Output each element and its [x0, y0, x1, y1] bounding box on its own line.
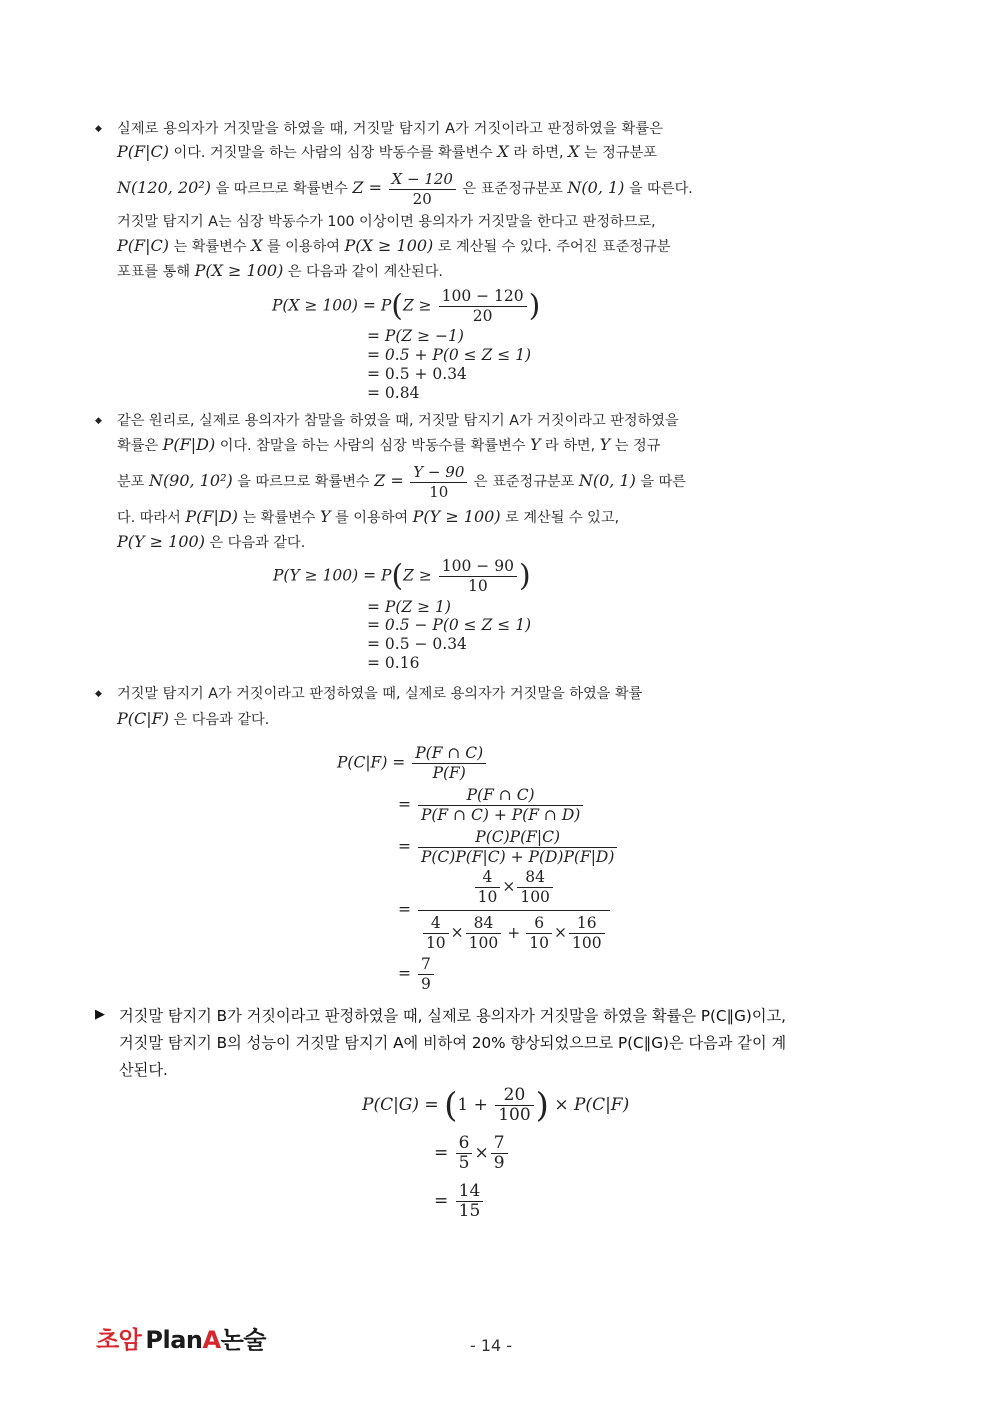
- var-x-3: X: [251, 236, 263, 255]
- s4-frac2a: [456, 1134, 473, 1173]
- s1-line2-mid: 라 하면,: [513, 145, 564, 161]
- s4-eq1: P(C|G) = (1 + $\frac{20}{100}$ ) × P(C|F): [362, 1085, 630, 1126]
- s3-frac2-num: P(F ∩ C): [418, 786, 583, 806]
- s4-frac2b-den: 9: [493, 1153, 505, 1173]
- s1-line2-text: 이다. 거짓말을 하는 사람의 심장 박동수를 확률변수: [173, 145, 493, 161]
- brand-logo: [96, 1320, 266, 1355]
- s1-line3-c: 을 따른다.: [628, 181, 693, 197]
- z-def-2: Z =: [374, 471, 404, 490]
- bullet-3: ◆: [95, 689, 102, 699]
- var-y: Y: [529, 435, 541, 454]
- s1-eq5: = 0.84: [367, 384, 420, 402]
- s3-line1: 거짓말 탐지기 A가 거짓이라고 판정하였을 때, 실제로 용의자가 거짓말을 하였을 확률: [117, 686, 643, 702]
- s3-times-2: ×: [450, 923, 464, 942]
- dist-n-90: N(90, 10²): [148, 471, 233, 490]
- s2-line3-b: 을 따르므로 확률변수: [237, 474, 370, 490]
- s1-line1: 실제로 용의자가 거짓말을 하였을 때, 거짓말 탐지기 A가 거짓이라고 판정하였을 확률은: [117, 121, 664, 137]
- s3-frac1-den: P(F): [432, 764, 466, 782]
- s2-line3-d: 을 따른: [640, 474, 687, 490]
- s2-eq1-frac: [439, 557, 517, 596]
- s3-frac4-den: [418, 911, 610, 953]
- s2-eq2: = P(Z ≥ 1): [367, 598, 451, 616]
- s3-frac4-num: [418, 868, 610, 911]
- prob-f-given-c: P(F|C): [117, 142, 169, 161]
- z-def: Z =: [352, 178, 382, 197]
- s2-line4-c: 를 이용하여: [335, 510, 409, 526]
- prob-x-ge-100: P(X ≥ 100): [344, 236, 434, 255]
- s1-eq2: = P(Z ≥ −1): [367, 327, 464, 345]
- s2-line3-c: 은 표준정규분포: [473, 474, 575, 490]
- s1-line2: [117, 141, 657, 164]
- s1-eq3: = 0.5 + P(0 ≤ Z ≤ 1): [367, 346, 532, 364]
- s3-frac5-den: 9: [420, 975, 431, 993]
- logo-part-1: 초암: [96, 1326, 142, 1354]
- s3-f4c: [423, 914, 449, 953]
- s3-f4e: [526, 914, 552, 953]
- s2-eq4: = 0.5 − 0.34: [367, 635, 467, 653]
- s3-frac5: [418, 955, 434, 994]
- dist-n-120: N(120, 20²): [117, 178, 211, 197]
- s3-frac3: [418, 828, 617, 867]
- var-y-3: Y: [320, 507, 331, 526]
- s4-line3: 산된다.: [119, 1061, 168, 1079]
- s4-eq1-one: 1 +: [457, 1095, 488, 1115]
- s2-eq1: P(Y ≥ 100) = P(Z ≥ $\frac{100 - 90}{10}$ ): [273, 557, 531, 595]
- s1-eq1-z: Z ≥: [402, 296, 432, 315]
- s3-f4b: [517, 868, 553, 907]
- s3-eq3-eq: =: [398, 837, 411, 856]
- s1-eq1-frac: [439, 287, 527, 326]
- s3-f4f-den: 100: [572, 934, 602, 952]
- s3-f4c-den: 10: [425, 934, 446, 952]
- bullet-2: ◆: [95, 416, 102, 426]
- s2-line4: [117, 506, 619, 529]
- s3-f4f: [569, 914, 605, 953]
- s2-eq1-num: 100 − 90: [439, 557, 517, 577]
- s3-f4c-num: 4: [423, 914, 449, 934]
- s2-eq5: = 0.16: [367, 654, 420, 672]
- s2-line3-a: 분포: [117, 474, 145, 490]
- s1-eq1-num: 100 − 120: [439, 287, 527, 307]
- s3-line2-a: 은 다음과 같다.: [173, 712, 270, 728]
- s2-line2-c: 라 하면,: [545, 438, 596, 454]
- s3-f4b-den: 100: [520, 888, 550, 906]
- prob-y-ge-100: P(Y ≥ 100): [412, 507, 501, 526]
- bullet-1: ◆: [95, 124, 102, 134]
- prob-y-ge-100-2: P(Y ≥ 100): [117, 532, 205, 551]
- s3-f4b-num: 84: [517, 868, 553, 888]
- s1-line5-c: 로 계산될 수 있다. 주어진 표준정규분: [437, 239, 671, 255]
- s1-eq1-lhs: P(X ≥ 100) = P: [272, 296, 392, 315]
- s1-line3-a: 을 따르므로 확률변수: [215, 181, 348, 197]
- s1-line5-a: 는 확률변수: [173, 239, 247, 255]
- s3-frac4: [418, 868, 610, 953]
- s3-f4a-num: 4: [475, 868, 501, 888]
- s4-line2: 거짓말 탐지기 B의 성능이 거짓말 탐지기 A에 비하여 20% 향상되었으므로 P(C∥G)은 다음과 같이 계: [119, 1034, 787, 1052]
- s3-eq2: [398, 786, 585, 825]
- s3-eq5: [398, 955, 436, 994]
- s3-f4a: [475, 868, 501, 907]
- prob-f-given-c-2: P(F|C): [117, 236, 169, 255]
- s1-line5-b: 를 이용하여: [266, 239, 341, 255]
- s4-frac2b: [491, 1134, 508, 1173]
- s4-frac2b-num: 7: [491, 1134, 508, 1154]
- prob-f-given-d: P(F|D): [162, 435, 216, 454]
- s3-eq1: [337, 744, 488, 783]
- s4-eq1-lhs: P(C|G) =: [362, 1095, 439, 1115]
- s1-line3: [117, 166, 693, 211]
- s2-line3: [117, 459, 686, 504]
- s3-eq1-lhs: P(C|F) =: [337, 753, 406, 772]
- logo-part-2: Plan: [145, 1326, 203, 1354]
- s2-line4-d: 로 계산될 수 있고,: [505, 510, 620, 526]
- std-normal: N(0, 1): [567, 178, 625, 197]
- var-x-2: X: [567, 142, 580, 161]
- s1-eq4: = 0.5 + 0.34: [367, 365, 467, 383]
- s2-line2-a: 확률은: [117, 438, 159, 454]
- s1-line5: [117, 235, 670, 258]
- s1-line4: 거짓말 탐지기 A는 심장 박동수가 100 이상이면 용의자가 거짓말을 한다고 판정하므로,: [117, 214, 656, 230]
- prob-x-ge-100-2: P(X ≥ 100): [194, 261, 284, 280]
- page-number: - 14 -: [470, 1336, 513, 1355]
- s2-line1: 같은 원리로, 실제로 용의자가 참말을 하였을 때, 거짓말 탐지기 A가 거짓이라고 판정하였을: [117, 413, 679, 429]
- s4-frac1-den: 100: [498, 1105, 531, 1125]
- s3-f4a-den: 10: [477, 888, 498, 906]
- s2-line5-a: 은 다음과 같다.: [209, 535, 306, 551]
- z-frac-1-den: 20: [412, 189, 432, 208]
- s3-times-3: ×: [554, 923, 567, 942]
- var-y-2: Y: [599, 435, 611, 454]
- s4-frac1: [495, 1086, 533, 1125]
- s1-line3-b: 은 표준정규분포: [462, 181, 563, 197]
- s1-line6-a: 포표를 통해: [117, 264, 191, 280]
- s1-line6: [117, 260, 443, 283]
- s2-line2-d: 는 정규: [614, 438, 661, 454]
- prob-f-given-d-2: P(F|D): [185, 507, 238, 526]
- s3-eq3: [398, 828, 619, 867]
- std-normal-2: N(0, 1): [578, 471, 636, 490]
- s3-frac2-den: P(F ∩ C) + P(F ∩ D): [420, 806, 581, 824]
- s2-eq3: = 0.5 − P(0 ≤ Z ≤ 1): [367, 616, 532, 634]
- s3-frac5-num: 7: [418, 955, 434, 975]
- s3-f4e-num: 6: [526, 914, 552, 934]
- s3-eq4: [398, 868, 612, 953]
- s1-line2-end: 는 정규분포: [583, 145, 657, 161]
- z-frac-1-num: X − 120: [389, 170, 456, 190]
- s2-eq1-lhs: P(Y ≥ 100) = P: [273, 566, 392, 585]
- s3-eq2-eq: =: [398, 795, 411, 814]
- s2-line4-b: 는 확률변수: [242, 510, 316, 526]
- s3-times-1: ×: [502, 877, 516, 896]
- s4-eq3-eq: =: [434, 1191, 449, 1211]
- s4-frac3-num: 14: [456, 1182, 484, 1202]
- prob-c-given-f: P(C|F): [117, 709, 169, 728]
- s4-frac3-den: 15: [458, 1201, 481, 1221]
- logo-part-4: 논술: [220, 1326, 266, 1354]
- s4-frac2a-den: 5: [458, 1153, 470, 1173]
- s4-eq3: [434, 1182, 485, 1221]
- s4-eq1-rhs: × P(C|F): [554, 1095, 630, 1115]
- arrow-marker: ▶: [95, 1007, 105, 1022]
- s3-frac3-num: P(C)P(F|C): [418, 828, 617, 848]
- s2-line2-b: 이다. 참말을 하는 사람의 심장 박동수를 확률변수: [219, 438, 526, 454]
- s2-eq1-z: Z ≥: [403, 566, 432, 585]
- z-frac-2-den: 10: [429, 482, 449, 501]
- s2-line5: [117, 531, 305, 554]
- s4-frac2a-num: 6: [456, 1134, 473, 1154]
- s1-eq1-den: 20: [472, 307, 493, 325]
- s4-times: ×: [474, 1143, 489, 1163]
- s3-eq5-eq: =: [398, 964, 411, 983]
- z-frac-1: [389, 170, 456, 209]
- s3-f4d-num: 84: [466, 914, 502, 934]
- s2-line4-a: 다. 따라서: [117, 510, 181, 526]
- var-x: X: [497, 142, 509, 161]
- s4-eq2-eq: =: [434, 1143, 449, 1163]
- s1-eq1: P(X ≥ 100) = P(Z ≥ $\frac{100 - 120}{20}$ ): [272, 287, 541, 325]
- s4-eq2: [434, 1134, 510, 1173]
- s3-frac3-den: P(C)P(F|C) + P(D)P(F|D): [420, 848, 615, 866]
- s2-line2: [117, 434, 660, 457]
- s4-frac1-num: 20: [495, 1086, 533, 1106]
- s3-frac1-num: P(F ∩ C): [412, 744, 486, 764]
- logo-part-3: A: [202, 1326, 221, 1354]
- s3-f4d: [466, 914, 502, 953]
- s4-frac3: [456, 1182, 484, 1221]
- s3-frac1: [412, 744, 486, 783]
- s3-f4d-den: 100: [468, 934, 499, 952]
- s3-eq4-eq: =: [398, 900, 411, 919]
- s3-frac2: [418, 786, 583, 825]
- s2-eq1-den: 10: [468, 577, 488, 595]
- s3-f4e-den: 10: [529, 934, 549, 952]
- z-frac-2: [410, 463, 467, 502]
- s1-line6-b: 은 다음과 같이 계산된다.: [287, 264, 443, 280]
- s3-line2: [117, 708, 269, 731]
- s4-line1: 거짓말 탐지기 B가 거짓이라고 판정하였을 때, 실제로 용의자가 거짓말을 하였을 확률은 P(C∥G)이고,: [119, 1007, 786, 1025]
- z-frac-2-num: Y − 90: [410, 463, 467, 483]
- s3-f4f-num: 16: [569, 914, 605, 934]
- s3-plus: +: [507, 923, 521, 942]
